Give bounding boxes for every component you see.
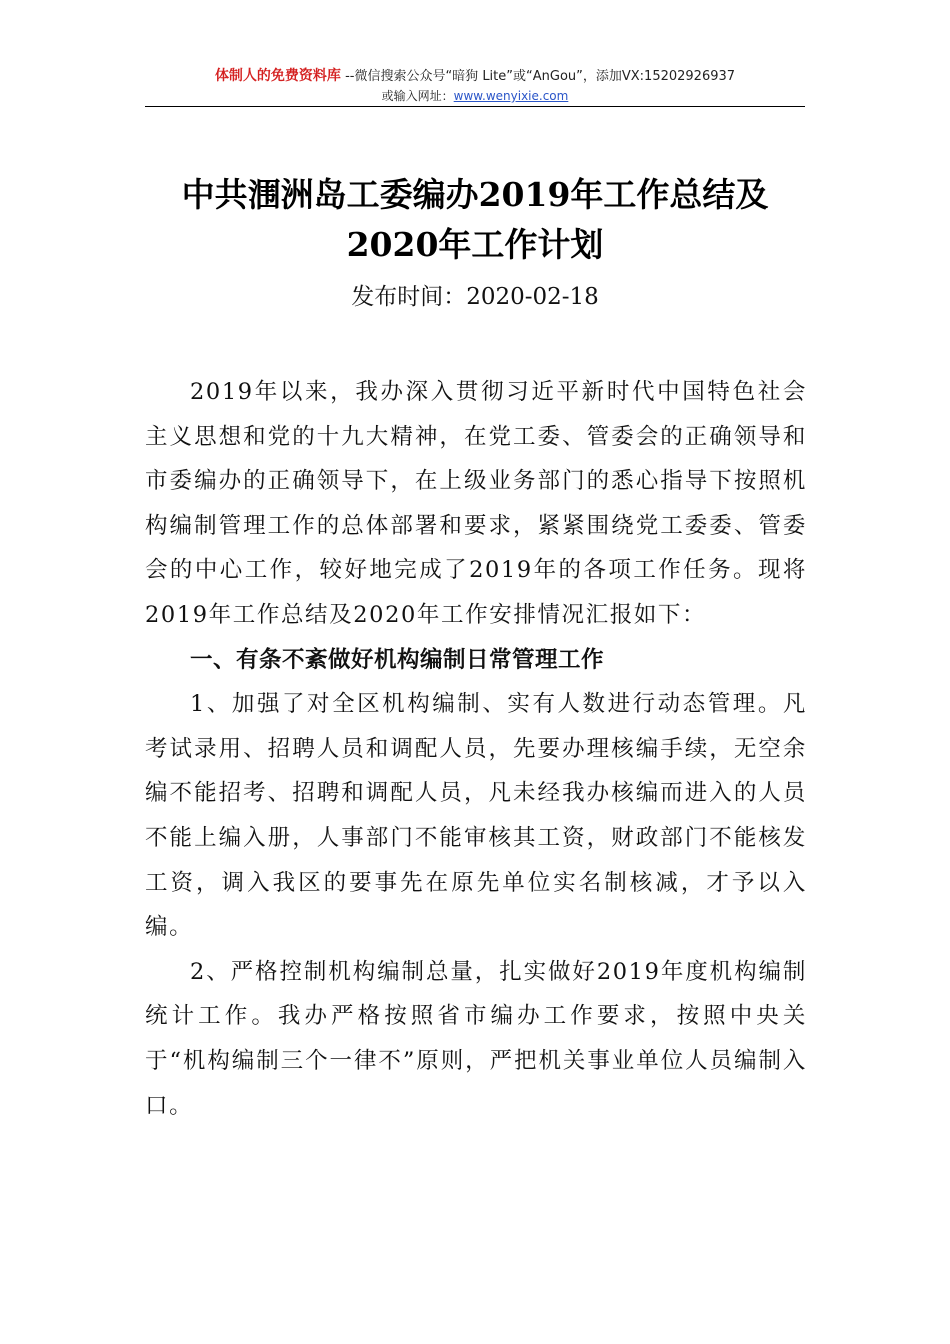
header-url-link[interactable]: www.wenyixie.com: [453, 89, 569, 103]
header-line-1: [145, 66, 805, 87]
title-line-2: 2020年工作计划: [346, 225, 604, 264]
section-heading: 一、有条不紊做好机构编制日常管理工作: [190, 646, 605, 673]
list-item-paragraph: 1、加强了对全区机构编制、实有人数进行动态管理。凡考试录用、招聘人员和调配人员，先要办理核编手续，无空余编不能招考、招聘和调配人员，凡未经我办核编而进入的人员不能上编入册，人事部门不能审核其工资，财政部门不能核发工资，调入我区的要事先在原先单位实名制核减，才予以入编。: [145, 691, 807, 941]
document-title: [100, 170, 850, 270]
header-divider: [145, 106, 805, 107]
publish-date: 发布时间：2020-02-18: [351, 284, 599, 310]
header-url-prefix: 或输入网址：: [381, 89, 454, 103]
header-brand: 体制人的免费资料库: [214, 68, 341, 84]
title-line-1: 中共涠洲岛工委编办2019年工作总结及: [181, 175, 769, 214]
header-tagline: --微信搜索公众号“暗狗 Lite”或“AnGou”，添加VX:15202926937: [340, 69, 736, 84]
watermark-header: [145, 66, 805, 105]
document-body: [145, 370, 807, 1128]
header-line-2: [145, 87, 805, 105]
list-item-paragraph: 2、严格控制机构编制总量，扎实做好2019年度机构编制统计工作。我办严格按照省市编办工作要求，按照中央关于“机构编制三个一律不”原则，严把机关事业单位人员编制入口。: [145, 958, 807, 1119]
intro-paragraph: 2019年以来，我办深入贯彻习近平新时代中国特色社会主义思想和党的十九大精神，在党工委、管委会的正确领导和市委编办的正确领导下，在上级业务部门的悉心指导下按照机构编制管理工作的总体部署和要求，紧紧围绕党工委委、管委会的中心工作，较好地完成了2019年的各项工作任务。现将2019年工作总结及2020年工作安排情况汇报如下：: [145, 379, 807, 628]
